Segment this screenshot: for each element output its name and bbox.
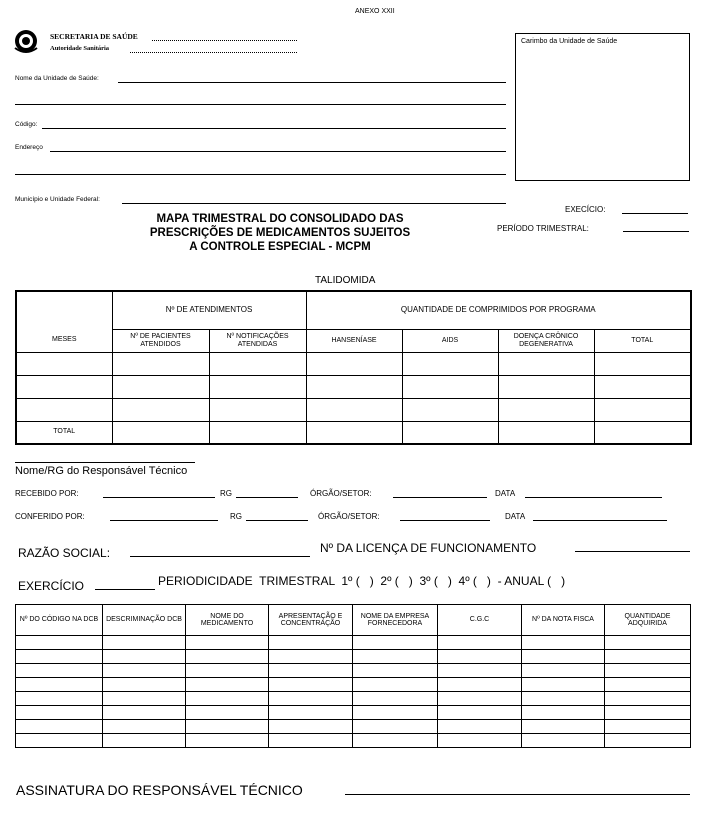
conferred-date-field[interactable]: [533, 520, 667, 521]
conferred-by-field[interactable]: [110, 520, 218, 521]
exercise-field[interactable]: [622, 213, 688, 214]
col-aids: AIDS: [402, 329, 498, 352]
company-exercise-label: EXERCÍCIO: [18, 579, 85, 593]
table-row: [16, 636, 691, 650]
table-row: [16, 734, 691, 748]
exercise-label: EXECÍCIO:: [565, 205, 606, 214]
address-field[interactable]: [50, 151, 506, 152]
conferred-org-label: ÓRGÃO/SETOR:: [318, 512, 380, 521]
unit-name-field[interactable]: [118, 82, 506, 83]
prescriptions-table: [15, 290, 692, 445]
col-presentation: APRESENTAÇÃO E CONCENTRAÇÃO: [269, 605, 353, 636]
col-patients: Nº DE PACIENTES ATENDIDOS: [112, 329, 209, 352]
table-total-row: [16, 421, 691, 444]
unit-name-field-2[interactable]: [15, 104, 506, 105]
responsible-name-label: Nome/RG do Responsável Técnico: [15, 465, 188, 477]
stamp-box: [515, 33, 690, 181]
col-supplier: NOME DA EMPRESA FORNECEDORA: [353, 605, 438, 636]
table-row: [16, 650, 691, 664]
col-leprosy: HANSENÍASE: [306, 329, 402, 352]
code-field[interactable]: [42, 128, 506, 129]
authority-line: [130, 52, 297, 53]
table-row: [16, 375, 691, 398]
municipality-field[interactable]: [122, 203, 506, 204]
received-rg-label: RG: [220, 489, 232, 498]
drug-name: TALIDOMIDA: [315, 275, 376, 286]
signature-field[interactable]: [345, 794, 690, 795]
group-attendances: Nº DE ATENDIMENTOS: [112, 291, 306, 329]
address-label: Endereço: [15, 144, 43, 151]
table-row: [16, 706, 691, 720]
table-row: [16, 720, 691, 734]
conferred-org-field[interactable]: [400, 520, 490, 521]
received-by-label: RECEBIDO POR:: [15, 489, 79, 498]
table-row: [16, 678, 691, 692]
conferred-by-label: CONFERIDO POR:: [15, 512, 85, 521]
corporate-name-field[interactable]: [130, 556, 310, 557]
col-total: TOTAL: [594, 329, 691, 352]
corporate-name-label: RAZÃO SOCIAL:: [18, 546, 111, 560]
conferred-date-label: DATA: [505, 512, 526, 521]
coat-of-arms-logo: [13, 28, 39, 54]
company-exercise-field[interactable]: [95, 589, 155, 590]
col-months: MESES: [16, 329, 112, 352]
code-label: Código:: [15, 121, 38, 128]
received-by-field[interactable]: [103, 497, 215, 498]
period-label: PERÍODO TRIMESTRAL:: [497, 224, 589, 233]
responsible-underline: [15, 462, 195, 463]
group-tablets: QUANTIDADE DE COMPRIMIDOS POR PROGRAMA: [306, 291, 691, 329]
col-medicine-name: NOME DO MEDICAMENTO: [186, 605, 269, 636]
received-org-field[interactable]: [393, 497, 487, 498]
col-dcb-description: DESCRIMINAÇÃO DCB: [103, 605, 186, 636]
col-invoice: Nº DA NOTA FISCA: [522, 605, 605, 636]
conferred-rg-label: RG: [230, 512, 242, 521]
municipality-label: Município e Unidade Federal:: [15, 196, 100, 203]
authority-label: Autoridade Sanitária: [50, 45, 110, 52]
stamp-label: Carimbo da Unidade de Saúde: [521, 38, 618, 45]
table-row: [16, 664, 691, 678]
col-quantity: QUANTIDADE ADQUIRIDA: [605, 605, 691, 636]
row-total-label: TOTAL: [16, 421, 112, 444]
conferred-rg-field[interactable]: [246, 520, 308, 521]
org-line: [152, 40, 297, 41]
table-row: [16, 352, 691, 375]
annex-label: ANEXO XXII: [355, 8, 395, 15]
acquisitions-table: [15, 604, 691, 748]
address-field-2[interactable]: [15, 174, 506, 175]
unit-name-label: Nome da Unidade de Saúde:: [15, 75, 99, 82]
received-date-field[interactable]: [525, 497, 662, 498]
table-row: [16, 398, 691, 421]
license-label: Nº DA LICENÇA DE FUNCIONAMENTO: [320, 541, 537, 555]
table-row: [16, 692, 691, 706]
col-notifications: Nº NOTIFICAÇÕES ATENDIDAS: [209, 329, 306, 352]
received-date-label: DATA: [495, 489, 516, 498]
title-line-2: PRESCRIÇÕES DE MEDICAMENTOS SUJEITOS: [149, 227, 411, 239]
title-line-3: A CONTROLE ESPECIAL - MCPM: [189, 241, 371, 253]
blank-corner: [16, 291, 112, 329]
received-rg-field[interactable]: [236, 497, 298, 498]
period-field[interactable]: [623, 231, 689, 232]
col-chronic: DOENÇA CRÔNICO DEGENERATIVA: [498, 329, 594, 352]
periodicity-options[interactable]: PERIODICIDADE TRIMESTRAL 1º ( ) 2º ( ) 3º ( ) 4º ( ) - ANUAL ( ): [158, 574, 566, 588]
col-cgc: C.G.C: [438, 605, 522, 636]
org-name: SECRETARIA DE SAÚDE: [50, 32, 138, 41]
signature-label: ASSINATURA DO RESPONSÁVEL TÉCNICO: [16, 782, 303, 798]
col-dcb-code: Nº DO CÓDIGO NA DCB: [16, 605, 103, 636]
form-title: [110, 212, 450, 254]
received-org-label: ÓRGÃO/SETOR:: [310, 489, 372, 498]
title-line-1: MAPA TRIMESTRAL DO CONSOLIDADO DAS: [156, 213, 404, 225]
license-field[interactable]: [575, 551, 690, 552]
